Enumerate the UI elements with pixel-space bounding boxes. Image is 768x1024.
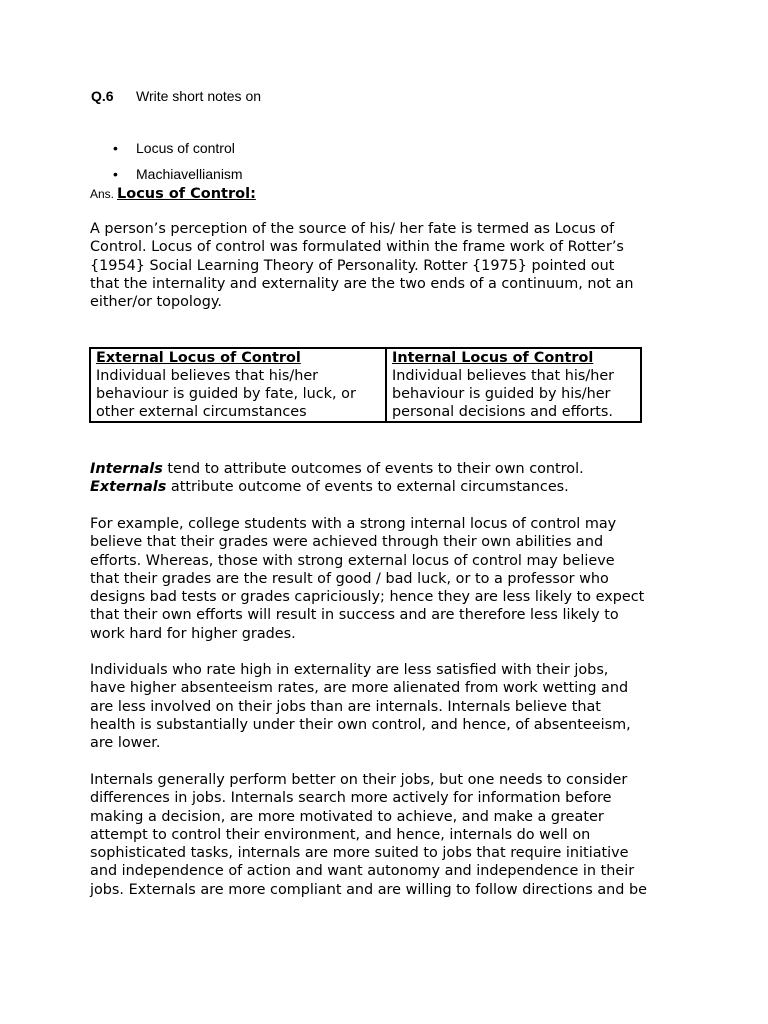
external-locus-cell: External Locus of Control Individual believes that his/her behaviour is guided by fate, luck, or other external circumstances bbox=[90, 348, 386, 422]
table-row bbox=[90, 348, 641, 422]
question-heading bbox=[91, 88, 262, 104]
internal-locus-heading: Internal Locus of Control bbox=[392, 350, 594, 366]
performance-paragraph: Internals generally perform better on their jobs, but one needs to consider differences in jobs. Internals search more actively for information before making a decision, are more motivated to achieve, and make a greater attempt to control their environment, and hence, internals do well on sophisticated tasks, internals are more suited to jobs that require initiative and independence of action and want autonomy and independence in their jobs. Externals are more compliant and are willing to follow directions and be bbox=[90, 772, 647, 898]
bullet-icon: • bbox=[113, 140, 118, 156]
example-paragraph: For example, college students with a strong internal locus of control may believe that their grades were achieved through their own abilities and efforts. Whereas, those with strong external locus of control may believe that their grades are the result of good / bad luck, or to a professor who designs bad tests or grades capriciously; hence they are less likely to expect that their own efforts will result in success and are therefore less likely to work hard for higher grades. bbox=[90, 516, 645, 642]
answer-title: Locus of Control: bbox=[117, 186, 256, 202]
list-item: • Machiavellianism bbox=[113, 166, 243, 182]
answer-label: Ans. bbox=[90, 187, 115, 201]
satisfaction-paragraph: Individuals who rate high in externality are less satisfied with their jobs, have higher absenteeism rates, are more alienated from work wetting and are less involved on their jobs than are internals. Internals believe that health is substantially under their own control, and hence, of absenteeism, are lower. bbox=[90, 662, 631, 752]
question-prompt: Write short notes on bbox=[136, 88, 262, 104]
internal-locus-cell: Internal Locus of Control Individual believes that his/her behaviour is guided by his/her personal decisions and efforts. bbox=[386, 348, 641, 422]
answer-heading bbox=[90, 183, 256, 202]
locus-comparison-table bbox=[89, 347, 642, 423]
externals-term: Externals bbox=[90, 479, 167, 496]
attribution-paragraph: Internals tend to attribute outcomes of events to their own control. Externals attribute outcome of events to external circumstances. bbox=[90, 461, 584, 496]
external-locus-heading: External Locus of Control bbox=[96, 350, 301, 366]
list-item: • Locus of control bbox=[113, 140, 235, 156]
bullet-icon: • bbox=[113, 166, 118, 182]
question-number: Q.6 bbox=[91, 88, 114, 104]
internals-term: Internals bbox=[90, 461, 163, 477]
intro-paragraph: A person’s perception of the source of his/ her fate is termed as Locus of Control. Locus of control was formulated within the frame work of Rotter’s {1954} Social Learning Theory of Personality. Rotter {1975} pointed out that the internality and externality are the two ends of a continuum, not an either/or topology. bbox=[90, 221, 634, 311]
